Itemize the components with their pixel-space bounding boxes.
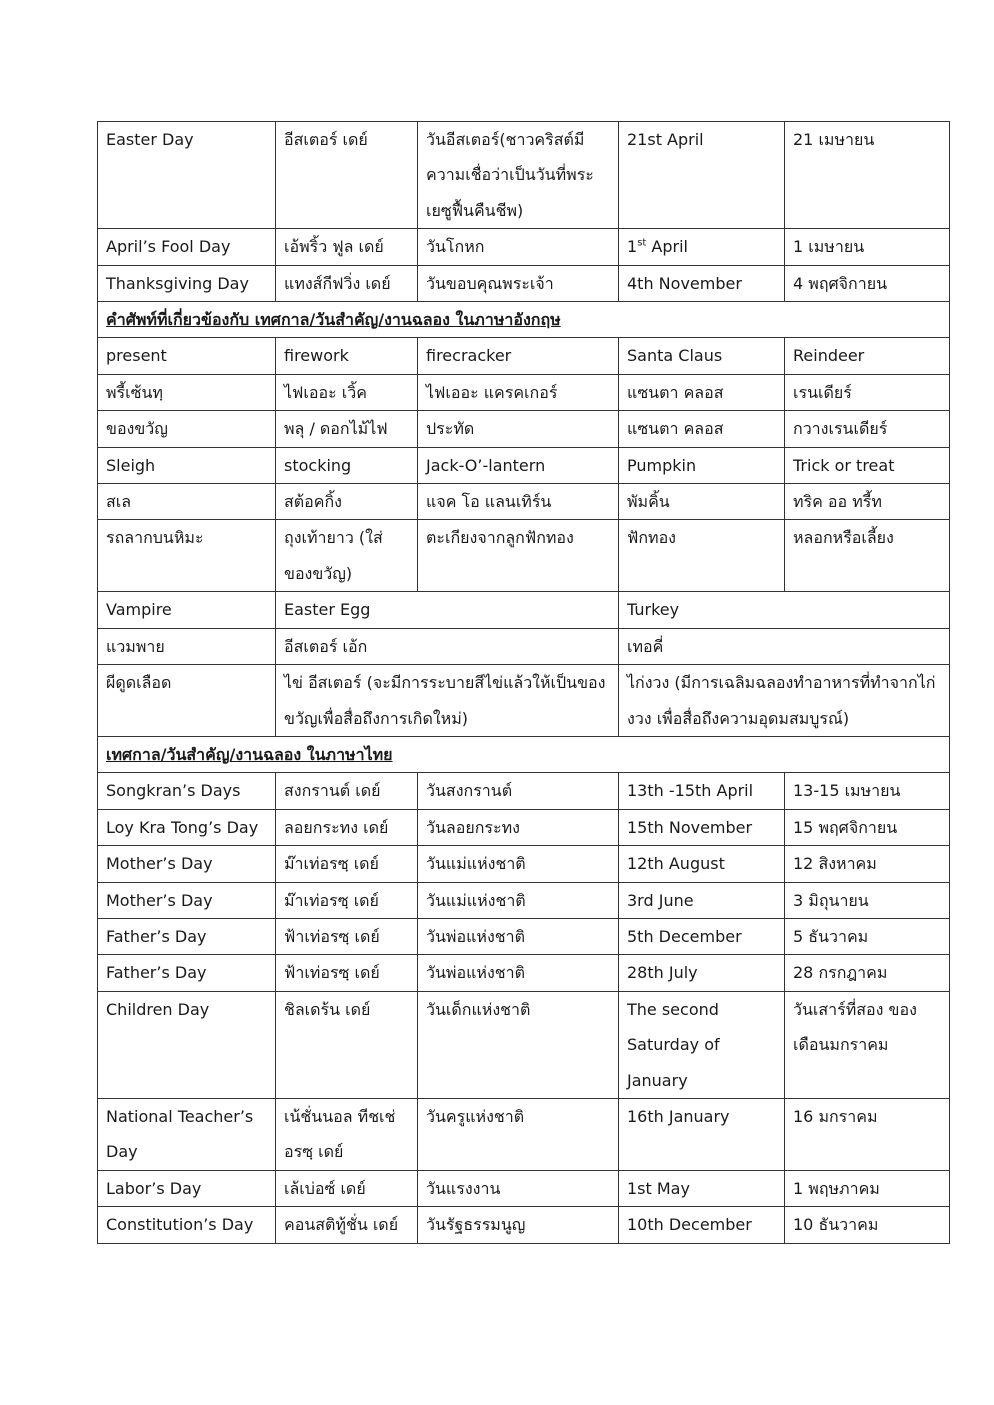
- table-cell: ฟ้าเท่อรซฺ เดย์: [276, 918, 418, 954]
- table-cell: ผีดูดเลือด: [98, 665, 276, 737]
- table-cell: 28th July: [619, 955, 785, 991]
- table-row: [98, 447, 950, 483]
- table-cell: Vampire: [98, 592, 276, 628]
- table-cell: วันแม่แห่งชาติ: [418, 882, 619, 918]
- table-cell: Mother’s Day: [98, 882, 276, 918]
- section-header-row: [98, 302, 950, 338]
- date-number: 1: [627, 237, 638, 257]
- table-cell: พรี้เซ้นทฺ: [98, 374, 276, 410]
- table-cell: Reindeer: [785, 338, 950, 374]
- table-cell: วันพ่อแห่งชาติ: [418, 955, 619, 991]
- date-ordinal-suffix: st: [637, 237, 647, 249]
- table-cell: Easter Egg: [276, 592, 619, 628]
- table-cell: ตะเกียงจากลูกฟักทอง: [418, 520, 619, 592]
- table-cell: วันโกหก: [418, 229, 619, 265]
- table-cell: ฟักทอง: [619, 520, 785, 592]
- table-cell: 16th January: [619, 1098, 785, 1170]
- table-cell: 10th December: [619, 1207, 785, 1243]
- table-cell: แจค โอ แลนเทิร์น: [418, 484, 619, 520]
- section-header-row: [98, 736, 950, 772]
- table-cell: ม๊าเท่อรซฺ เดย์: [276, 846, 418, 882]
- table-cell: 12 สิงหาคม: [785, 846, 950, 882]
- table-cell: รถลากบนหิมะ: [98, 520, 276, 592]
- table-cell: วันแม่แห่งชาติ: [418, 846, 619, 882]
- table-row: [98, 338, 950, 374]
- table-cell: 4th November: [619, 265, 785, 301]
- table-cell: 3rd June: [619, 882, 785, 918]
- table-cell: เทศกาล/วันสำคัญ/งานฉลอง ในภาษาไทย: [98, 736, 950, 772]
- table-cell: แซนตา คลอส: [619, 411, 785, 447]
- table-cell: Jack-O’-lantern: [418, 447, 619, 483]
- table-cell: firework: [276, 338, 418, 374]
- table-row: [98, 592, 950, 628]
- table-cell: คอนสติทู้ชั่น เดย์: [276, 1207, 418, 1243]
- table-cell: 12th August: [619, 846, 785, 882]
- table-cell: วันลอยกระทง: [418, 809, 619, 845]
- table-cell: Father’s Day: [98, 918, 276, 954]
- table-row: [98, 882, 950, 918]
- table-row: [98, 374, 950, 410]
- table-cell: ไข่ อีสเตอร์ (จะมีการระบายสีไข่แล้วให้เป็นของขวัญเพื่อสื่อถึงการเกิดใหม่): [276, 665, 619, 737]
- table-cell: เรนเดียร์: [785, 374, 950, 410]
- table-cell: เทอคี่: [619, 628, 950, 664]
- table-cell: 5th December: [619, 918, 785, 954]
- table-cell: 1 พฤษภาคม: [785, 1170, 950, 1206]
- table-cell: Easter Day: [98, 122, 276, 229]
- table-cell: Turkey: [619, 592, 950, 628]
- table-row: [98, 846, 950, 882]
- table-row: [98, 229, 950, 265]
- table-cell: stocking: [276, 447, 418, 483]
- holiday-vocabulary-table: [97, 121, 950, 1244]
- table-cell: Father’s Day: [98, 955, 276, 991]
- date-month: April: [646, 237, 688, 257]
- table-cell: Children Day: [98, 991, 276, 1098]
- table-cell: ของขวัญ: [98, 411, 276, 447]
- table-row: [98, 773, 950, 809]
- table-row: [98, 122, 950, 229]
- table-cell: 13th -15th April: [619, 773, 785, 809]
- table-cell: วันอีสเตอร์(ชาวคริสต์มีความเชื่อว่าเป็นวันที่พระเยซูฟื้นคืนชีพ): [418, 122, 619, 229]
- table-cell: สต้อคกิ้ง: [276, 484, 418, 520]
- table-cell: Labor’s Day: [98, 1170, 276, 1206]
- table-row: [98, 918, 950, 954]
- table-row: [98, 991, 950, 1098]
- table-cell: ชิลเดร้น เดย์: [276, 991, 418, 1098]
- table-cell: วันเสาร์ที่สอง ของเดือนมกราคม: [785, 991, 950, 1098]
- table-cell: 21st April: [619, 122, 785, 229]
- table-cell: พัมคิ้น: [619, 484, 785, 520]
- table-cell: อีสเตอร์ เดย์: [276, 122, 418, 229]
- table-cell: คำศัพท์ที่เกี่ยวข้องกับ เทศกาล/วันสำคัญ/งานฉลอง ในภาษาอังกฤษ: [98, 302, 950, 338]
- table-cell: 3 มิถุนายน: [785, 882, 950, 918]
- table-cell: กวางเรนเดียร์: [785, 411, 950, 447]
- table-cell: 1st May: [619, 1170, 785, 1206]
- table-cell: วันเด็กแห่งชาติ: [418, 991, 619, 1098]
- table-cell: 13-15 เมษายน: [785, 773, 950, 809]
- table-cell: Thanksgiving Day: [98, 265, 276, 301]
- table-cell: Santa Claus: [619, 338, 785, 374]
- table-cell: แทงส์กีฟวิ่ง เดย์: [276, 265, 418, 301]
- table-cell: Trick or treat: [785, 447, 950, 483]
- table-cell: 5 ธันวาคม: [785, 918, 950, 954]
- table-cell: แซนตา คลอส: [619, 374, 785, 410]
- table-cell: [619, 229, 785, 265]
- table-cell: 16 มกราคม: [785, 1098, 950, 1170]
- table-cell: ประทัด: [418, 411, 619, 447]
- table-cell: Loy Kra Tong’s Day: [98, 809, 276, 845]
- table-cell: ไฟเออะ เวิ้ค: [276, 374, 418, 410]
- table-cell: The second Saturday of January: [619, 991, 785, 1098]
- table-cell: วันแรงงาน: [418, 1170, 619, 1206]
- table-cell: เล้เบ่อซ์ เดย์: [276, 1170, 418, 1206]
- table-cell: Mother’s Day: [98, 846, 276, 882]
- table-row: [98, 265, 950, 301]
- table-cell: อีสเตอร์ เอ้ก: [276, 628, 619, 664]
- table-cell: วันพ่อแห่งชาติ: [418, 918, 619, 954]
- table-row: [98, 809, 950, 845]
- table-cell: 21 เมษายน: [785, 122, 950, 229]
- table-row: [98, 411, 950, 447]
- table-cell: พลุ / ดอกไม้ไฟ: [276, 411, 418, 447]
- table-cell: ลอยกระทง เดย์: [276, 809, 418, 845]
- table-row: [98, 1207, 950, 1243]
- table-cell: ทริค ออ ทรี้ท: [785, 484, 950, 520]
- table-cell: present: [98, 338, 276, 374]
- table-cell: Constitution’s Day: [98, 1207, 276, 1243]
- table-cell: สเล: [98, 484, 276, 520]
- table-cell: วันรัฐธรรมนูญ: [418, 1207, 619, 1243]
- table-cell: เน้ชั่นนอล ทีชเช่อรซฺ เดย์: [276, 1098, 418, 1170]
- table-cell: firecracker: [418, 338, 619, 374]
- table-cell: ไก่งวง (มีการเฉลิมฉลองทำอาหารที่ทำจากไก่งวง เพื่อสื่อถึงความอุดมสมบูรณ์): [619, 665, 950, 737]
- table-cell: วันสงกรานต์: [418, 773, 619, 809]
- table-cell: วันขอบคุณพระเจ้า: [418, 265, 619, 301]
- table-row: [98, 955, 950, 991]
- table-cell: Pumpkin: [619, 447, 785, 483]
- table-cell: 1 เมษายน: [785, 229, 950, 265]
- table-cell: 28 กรกฎาคม: [785, 955, 950, 991]
- table-cell: 15th November: [619, 809, 785, 845]
- table-cell: 10 ธันวาคม: [785, 1207, 950, 1243]
- table-cell: วันครูแห่งชาติ: [418, 1098, 619, 1170]
- table-cell: เอ้พริ้ว ฟูล เดย์: [276, 229, 418, 265]
- table-cell: ม๊าเท่อรซฺ เดย์: [276, 882, 418, 918]
- table-cell: April’s Fool Day: [98, 229, 276, 265]
- table-row: [98, 628, 950, 664]
- table-cell: ถุงเท้ายาว (ใส่ของขวัญ): [276, 520, 418, 592]
- table-cell: ไฟเออะ แครคเกอร์: [418, 374, 619, 410]
- table-cell: ฟ้าเท่อรซฺ เดย์: [276, 955, 418, 991]
- table-cell: สงกรานต์ เดย์: [276, 773, 418, 809]
- table-cell: แวมพาย: [98, 628, 276, 664]
- table-cell: National Teacher’s Day: [98, 1098, 276, 1170]
- table-cell: 15 พฤศจิกายน: [785, 809, 950, 845]
- table-cell: หลอกหรือเลี้ยง: [785, 520, 950, 592]
- table-row: [98, 665, 950, 737]
- table-row: [98, 1098, 950, 1170]
- table-row: [98, 484, 950, 520]
- table-row: [98, 1170, 950, 1206]
- table-cell: 4 พฤศจิกายน: [785, 265, 950, 301]
- table-row: [98, 520, 950, 592]
- table-cell: Sleigh: [98, 447, 276, 483]
- table-cell: Songkran’s Days: [98, 773, 276, 809]
